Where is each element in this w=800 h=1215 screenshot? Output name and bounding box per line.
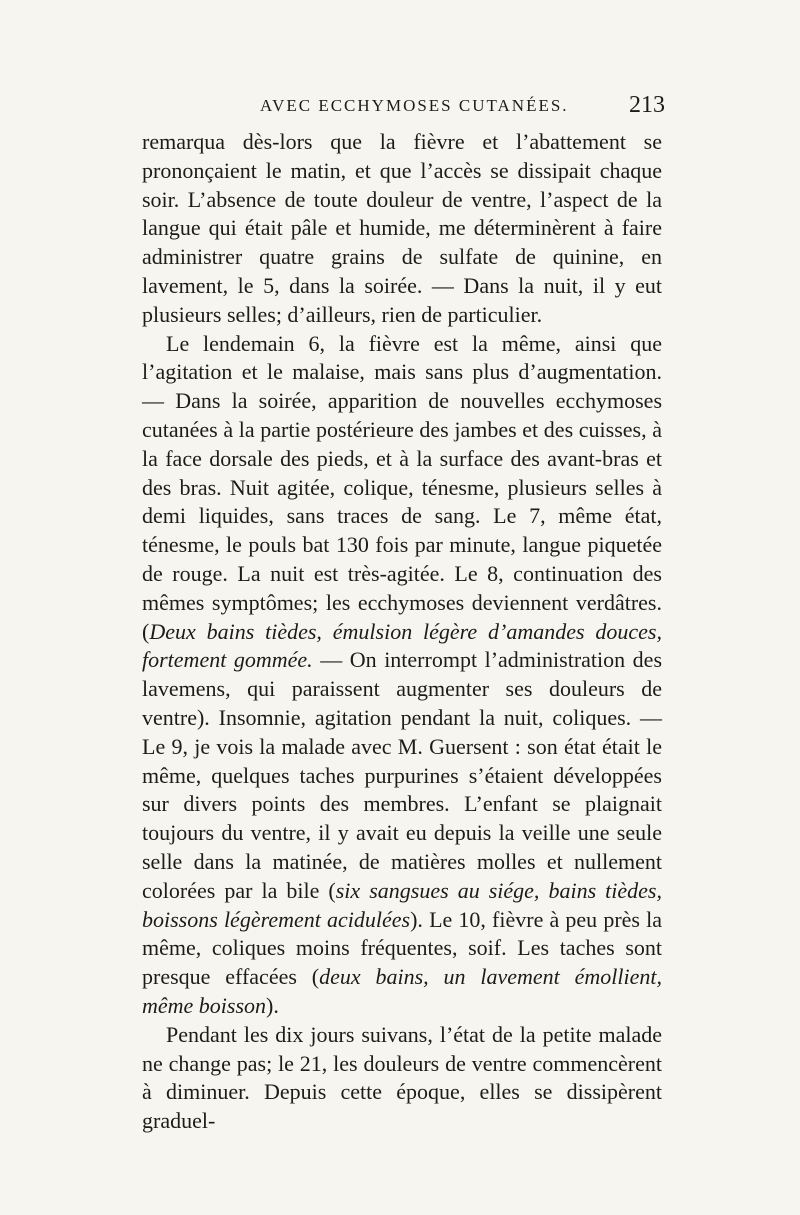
paragraph-2 (142, 330, 662, 1021)
text-span: — On interrompt l’administration des lavemens, qui paraissent augmenter ses douleurs de ventre). Insomnie, agitation pendant la nuit, coliques. — Le 9, je vois la malade avec M. Guersent : son état était le même, quelques taches purpurines s’étaient développées sur divers points des membres. L’enfant se plaignait toujours du ventre, il y avait eu depuis la veille une seule selle dans la matinée, de matières molles et nullement colorées par la bile ( (142, 647, 663, 903)
page-header (140, 92, 665, 122)
running-head: AVEC ECCHYMOSES CUTANÉES. (260, 96, 569, 115)
italic-prescription: six sangsues au siége, bains tièdes, boissons légèrement acidulées (142, 877, 662, 932)
paragraph-1 (142, 128, 662, 330)
text-span: ). Le 10, fièvre à peu près la même, coliques moins fréquentes, soif. Les taches sont presque effacées ( (142, 906, 662, 990)
text-span: Le lendemain 6, la fièvre est la même, ainsi que l’agitation et le malaise, mais sans plus d’augmentation. — Dans la soirée, apparition de nouvelles ecchymoses cutanées à la partie postérieure des jambes et des cuisses, à la face dorsale des pieds, et à la surface des avant-bras et des bras. Nuit agitée, colique, ténesme, plusieurs selles à demi liquides, sans traces de sang. Le 7, même état, ténesme, le pouls bat 130 fois par minute, langue piquetée de rouge. La nuit est très-agitée. Le 8, continuation des mêmes symptômes; les ecchymoses deviennent verdâtres. ( (142, 330, 662, 644)
page-number: 213 (629, 92, 665, 118)
body-text (142, 128, 662, 1136)
text-span: Pendant les dix jours suivans, l’état de la petite malade ne change pas; le 21, les douleurs de ventre commencèrent à diminuer. Depuis cette époque, elles se dissipèrent graduel- (142, 1021, 662, 1134)
text-span: ). (266, 992, 279, 1018)
paragraph-3 (142, 1021, 662, 1136)
italic-prescription: deux bains, un lavement émollient, même boisson (142, 964, 662, 1018)
italic-prescription: Deux bains tièdes, émulsion légère d’amandes douces, fortement gommée. (142, 618, 662, 673)
text-span: remarqua dès-lors que la fièvre et l’abattement se prononçaient le matin, et que l’accès se dissipait chaque soir. L’absence de toute douleur de ventre, l’aspect de la langue qui était pâle et humide, me déterminèrent à faire administrer quatre grains de sulfate de quinine, en lavement, le 5, dans la soirée. — Dans la nuit, il y eut plusieurs selles; d’ailleurs, rien de particulier. (142, 129, 662, 327)
